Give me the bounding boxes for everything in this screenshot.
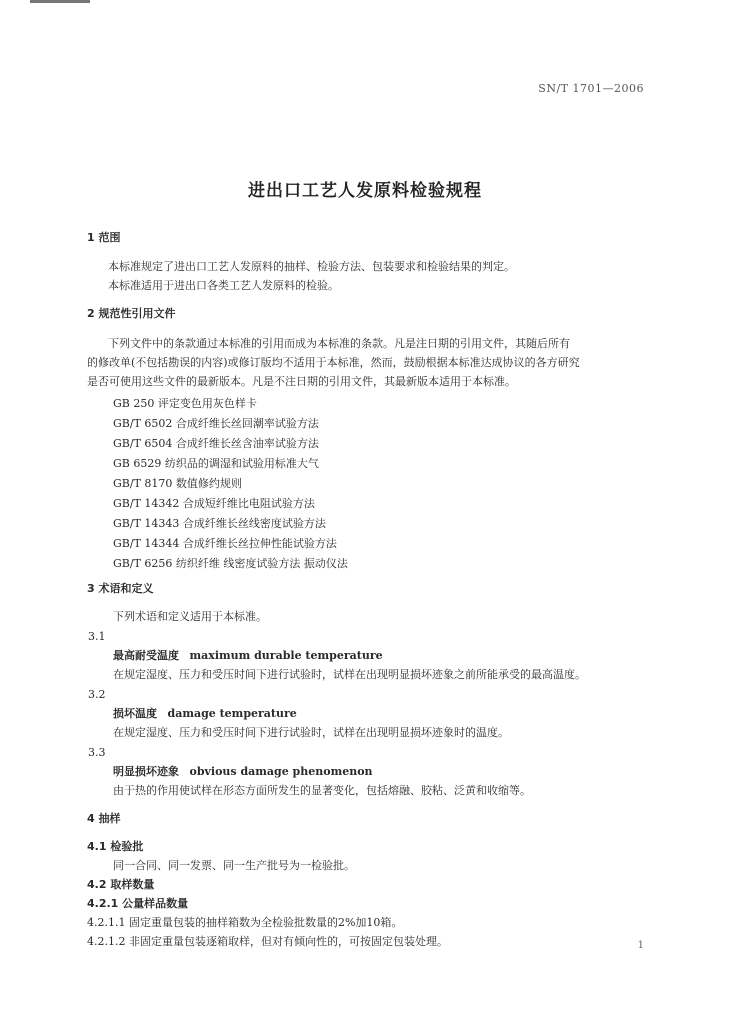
term-definition: 在规定湿度、压力和受压时间下进行试验时，试样在出现明显损坏迹象之前所能承受的最高温度。 xyxy=(113,668,586,681)
term-en: damage temperature xyxy=(167,707,297,720)
section-4-heading: 4 抽样 xyxy=(87,812,121,825)
term-number: 3.1 xyxy=(88,630,106,643)
standard-code: SN/T 1701—2006 xyxy=(538,82,644,95)
section-3-intro: 下列术语和定义适用于本标准。 xyxy=(113,610,267,623)
section-2-paragraph: 是否可使用这些文件的最新版本。凡是不注日期的引用文件，其最新版本适用于本标准。 xyxy=(87,375,516,388)
term-heading xyxy=(113,649,383,663)
term-en: obvious damage phenomenon xyxy=(189,765,373,778)
section-2-heading: 2 规范性引用文件 xyxy=(87,307,176,320)
section-2-paragraph: 的修改单(不包括勘误的内容)或修订版均不适用于本标准，然而，鼓励根据本标准达成协议的各方研究 xyxy=(87,356,580,369)
reference-item: GB/T 6504 合成纤维长丝含油率试验方法 xyxy=(113,437,319,450)
term-heading xyxy=(113,765,373,779)
section-1-paragraph: 本标准适用于进出口各类工艺人发原料的检验。 xyxy=(108,279,339,292)
reference-item: GB/T 6502 合成纤维长丝回潮率试验方法 xyxy=(113,417,319,430)
reference-item: GB 250 评定变色用灰色样卡 xyxy=(113,397,257,410)
reference-item: GB/T 6256 纺织纤维 线密度试验方法 振动仪法 xyxy=(113,557,348,570)
subsection-text: 同一合同、同一发票、同一生产批号为一检验批。 xyxy=(113,859,355,872)
term-definition: 在规定湿度、压力和受压时间下进行试验时，试样在出现明显损坏迹象时的温度。 xyxy=(113,726,509,739)
document-title: 进出口工艺人发原料检验规程 xyxy=(248,181,482,201)
section-1-heading: 1 范围 xyxy=(87,231,121,244)
clause-text: 4.2.1.1 固定重量包装的抽样箱数为全检验批数量的2%加10箱。 xyxy=(87,916,403,929)
reference-item: GB/T 14342 合成短纤维比电阻试验方法 xyxy=(113,497,315,510)
term-heading xyxy=(113,707,297,721)
page-number: 1 xyxy=(637,940,644,951)
subsection-heading: 4.1 检验批 xyxy=(87,840,144,853)
clause-text: 4.2.1.2 非固定重量包装逐箱取样，但对有倾向性的，可按固定包装处理。 xyxy=(87,935,448,948)
term-cn: 损坏温度 xyxy=(113,707,157,720)
reference-item: GB/T 14343 合成纤维长丝线密度试验方法 xyxy=(113,517,326,530)
term-definition: 由于热的作用使试样在形态方面所发生的显著变化，包括熔融、胶粘、泛黄和收缩等。 xyxy=(113,784,531,797)
term-number: 3.2 xyxy=(88,688,106,701)
reference-item: GB 6529 纺织品的调湿和试验用标准大气 xyxy=(113,457,319,470)
subsection-heading: 4.2 取样数量 xyxy=(87,878,155,891)
reference-item: GB/T 8170 数值修约规则 xyxy=(113,477,242,490)
section-1-paragraph: 本标准规定了进出口工艺人发原料的抽样、检验方法、包装要求和检验结果的判定。 xyxy=(108,260,515,273)
term-cn: 最高耐受温度 xyxy=(113,649,179,662)
term-en: maximum durable temperature xyxy=(189,649,383,662)
scan-edge-mark xyxy=(30,0,90,3)
subsection-heading: 4.2.1 公量样品数量 xyxy=(87,897,189,910)
section-2-paragraph: 下列文件中的条款通过本标准的引用而成为本标准的条款。凡是注日期的引用文件，其随后所有 xyxy=(108,337,570,350)
term-number: 3.3 xyxy=(88,746,106,759)
reference-item: GB/T 14344 合成纤维长丝拉伸性能试验方法 xyxy=(113,537,337,550)
section-3-heading: 3 术语和定义 xyxy=(87,582,154,595)
term-cn: 明显损坏迹象 xyxy=(113,765,179,778)
